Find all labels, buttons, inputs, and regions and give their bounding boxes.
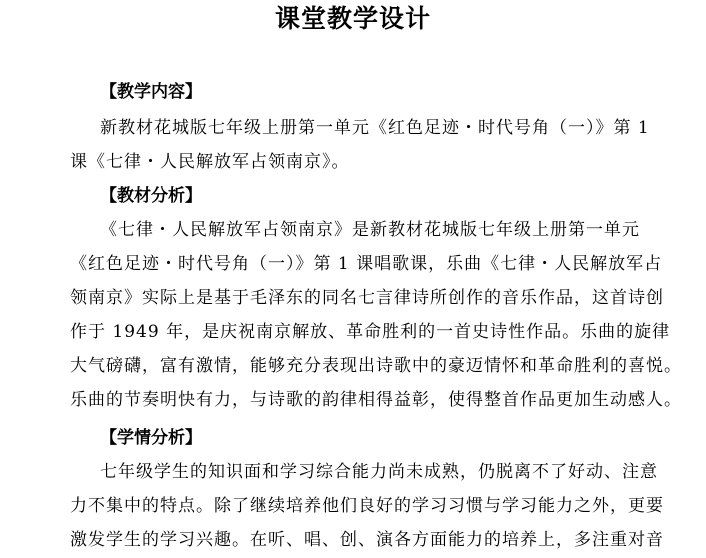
material-line-3: 领南京》实际上是基于毛泽东的同名七言律诗所创作的音乐作品，这首诗创 [70,288,664,308]
content-line-2: 课《七律・人民解放军占领南京》。 [70,152,350,172]
material-line-6: 乐曲的节奏明快有力，与诗歌的韵律相得益彰，使得整首作品更加生动感人。 [70,390,682,410]
material-line-2: 《红色足迹・时代号角（一）》第 1 课唱歌课，乐曲《七律・人民解放军占 [70,254,663,274]
material-line-4: 作于 1949 年，是庆祝南京解放、革命胜利的一首史诗性作品。乐曲的旋律 [70,322,671,342]
material-line-1: 《七律・人民解放军占领南京》是新教材花城版七年级上册第一单元 [100,220,640,240]
students-line-2: 力不集中的特点。除了继续培养他们良好的学习习惯与学习能力之外，更要 [70,496,664,516]
page-title: 课堂教学设计 [274,4,431,33]
section-heading-material: 【教材分析】 [100,186,202,206]
students-line-1: 七年级学生的知识面和学习综合能力尚未成熟，仍脱离不了好动、注意 [100,462,658,482]
students-line-3: 激发学生的学习兴趣。在听、唱、创、演各方面能力的培养上，多注重对音 [70,530,664,550]
section-heading-content: 【教学内容】 [100,82,202,102]
material-line-5: 大气磅礴，富有激情，能够充分表现出诗歌中的豪迈情怀和革命胜利的喜悦。 [70,356,682,376]
section-heading-students: 【学情分析】 [100,428,202,448]
content-line-1: 新教材花城版七年级上册第一单元《红色足迹・时代号角（一）》第 1 [100,118,650,138]
